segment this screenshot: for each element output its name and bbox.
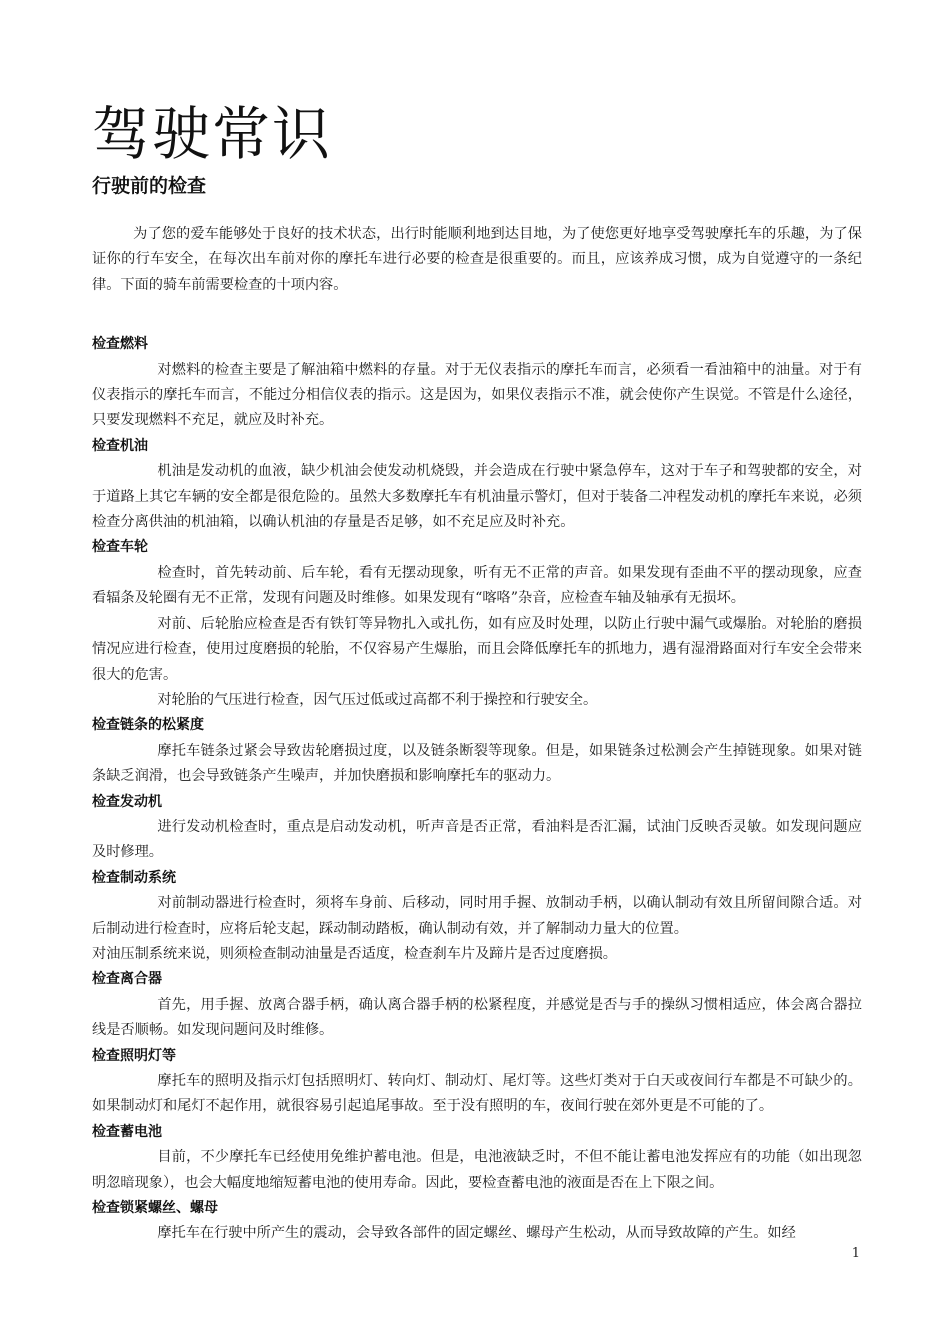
intro-paragraph: 为了您的爱车能够处于良好的技术状态，出行时能顺利地到达目地，为了使您更好地享受驾驶摩托车的乐趣，为了保证你的行车安全，在每次出车前对你的摩托车进行必要的检查是很重要的。而且，应该养成习惯，成为自觉遵守的一条纪律。下面的骑车前需要检查的十项内容。	[92, 226, 862, 293]
section-wheels	[92, 535, 862, 713]
page-title: 驾驶常识	[92, 100, 333, 168]
section-lights	[92, 1044, 862, 1120]
section-clutch	[92, 967, 862, 1043]
section-brakes	[92, 866, 862, 968]
section-screws	[92, 1196, 862, 1247]
section-paragraph: 摩托车的照明及指示灯包括照明灯、转向灯、制动灯、尾灯等。这些灯类对于白天或夜间行车都是不可缺少的。如果制动灯和尾灯不起作用，就很容易引起追尾事故。至于没有照明的车，夜间行驶在郊外更是不可能的了。	[92, 1073, 862, 1115]
section-paragraph: 对油压制系统来说，则须检查制动油量是否适度，检查刹车片及蹄片是否过度磨损。	[92, 945, 617, 962]
section-chain	[92, 713, 862, 789]
section-heading: 检查离合器	[92, 971, 162, 988]
section-paragraph: 对燃料的检查主要是了解油箱中燃料的存量。对于无仪表指示的摩托车而言，必须看一看油箱中的油量。对于有仪表指示的摩托车而言，不能过分相信仪表的指示。这是因为，如果仪表指示不准，就会使你产生误觉。不管是什么途径，只要发现燃料不充足，就应及时补充。	[92, 361, 862, 429]
section-heading: 检查锁紧螺丝、螺母	[92, 1200, 218, 1217]
section-paragraph: 对前、后轮胎应检查是否有铁钉等异物扎入或扎伤，如有应及时处理，以防止行驶中漏气或爆胎。对轮胎的磨损情况应进行检查，使用过度磨损的轮胎，不仅容易产生爆胎，而且会降低摩托车的抓地力，遇有湿滑路面对行车安全会带来很大的危害。	[92, 615, 862, 683]
section-heading: 检查蓄电池	[92, 1123, 162, 1140]
section-paragraph: 对轮胎的气压进行检查，因气压过低或过高都不利于操控和行驶安全。	[157, 691, 598, 708]
section-paragraph: 摩托车链条过紧会导致齿轮磨损过度，以及链条断裂等现象。但是，如果链条过松测会产生掉链现象。如果对链条缺乏润滑，也会导致链条产生噪声，并加快磨损和影响摩托车的驱动力。	[92, 742, 862, 785]
section-paragraph: 首先，用手握、放离合器手柄，确认离合器手柄的松紧程度，并感觉是否与手的操纵习惯相适应，体会离合器拉线是否顺畅。如发现问题问及时维修。	[92, 996, 862, 1039]
section-paragraph: 对前制动器进行检查时，须将车身前、后移动，同时用手握、放制动手柄，以确认制动有效且所留间隙合适。对后制动进行检查时，应将后轮支起，踩动制动踏板，确认制动有效，并了解制动力量大的位置。	[92, 895, 862, 937]
document-body	[92, 222, 862, 1247]
section-paragraph: 机油是发动机的血液，缺少机油会使发动机烧毁，并会造成在行驶中紧急停车，这对于车子和驾驶都的安全，对于道路上其它车辆的安全都是很危险的。虽然大多数摩托车有机油量示警灯，但对于装备二冲程发动机的摩托车来说，必须检查分离供油的机油箱，以确认机油的存量是否足够，如不充足应及时补充。	[92, 463, 862, 531]
section-heading: 检查链条的松紧度	[92, 717, 204, 734]
section-paragraph: 检查时，首先转动前、后车轮，看有无摆动现象，听有无不正常的声音。如果发现有歪曲不平的摆动现象，应查看辐条及轮圈有无不正常，发现有问题及时维修。如果发现有“喀咯”杂音，应检查车轴及轴承有无损坏。	[92, 564, 862, 607]
spacer	[92, 298, 862, 332]
page-number: 1	[851, 1246, 860, 1261]
section-paragraph: 进行发动机检查时，重点是启动发动机，听声音是否正常，看油料是否汇漏，试油门反映否灵敏。如发现问题应及时修理。	[92, 818, 862, 861]
page-subtitle: 行驶前的检查	[92, 175, 207, 197]
section-oil	[92, 434, 862, 536]
section-paragraph: 摩托车在行驶中所产生的震动，会导致各部件的固定螺丝、螺母产生松动，从而导致故障的产生。如经	[157, 1225, 796, 1242]
section-heading: 检查机油	[92, 437, 148, 454]
section-heading: 检查燃料	[92, 336, 148, 353]
section-heading: 检查发动机	[92, 793, 162, 810]
section-heading: 检查照明灯等	[92, 1047, 176, 1064]
section-paragraph: 目前，不少摩托车已经使用免维护蓄电池。但是，电池液缺乏时，不但不能让蓄电池发挥应有的功能（如出现忽明忽暗现象），也会大幅度地缩短蓄电池的使用寿命。因此，要检查蓄电池的液面是否在上下限之间。	[92, 1149, 862, 1191]
section-engine	[92, 790, 862, 866]
section-fuel	[92, 332, 862, 434]
section-heading: 检查制动系统	[92, 869, 176, 886]
section-heading: 检查车轮	[92, 539, 148, 556]
section-battery	[92, 1120, 862, 1196]
